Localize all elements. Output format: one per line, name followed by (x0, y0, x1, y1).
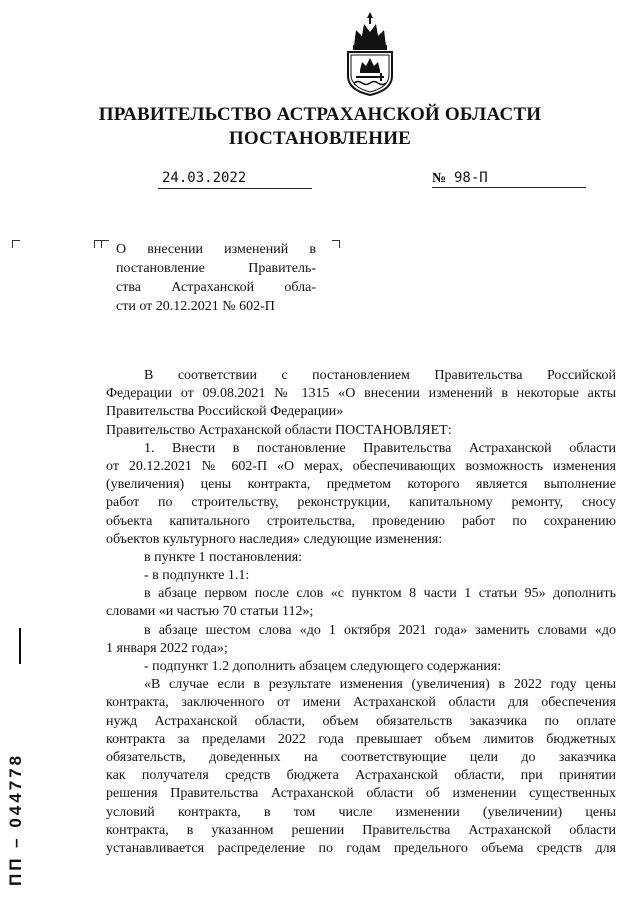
body-line: объекта капитального строительства, проведению работ по сохранению (106, 513, 616, 529)
side-margin-bar (19, 628, 21, 664)
body-line: - в подпункте 1.1: (144, 568, 250, 584)
body-line: Федерации от 09.08.2021 № 1315 «О внесении изменений в некоторые акты (106, 386, 616, 402)
body-line: устанавливается распределение по годам предельного объема средств для (106, 840, 616, 856)
body-line: в абзаце первом после слов «с пунктом 8 части 1 статьи 95» дополнить (144, 586, 616, 602)
body-line: - подпункт 1.2 дополнить абзацем следующего содержания: (144, 659, 502, 674)
document-date-field (158, 170, 312, 189)
body-line: Правительства Российской Федерации» (106, 404, 344, 420)
serial-number: ПП – 044778 (6, 752, 25, 886)
document-type: ПОСТАНОВЛЕНИЕ (228, 128, 412, 149)
body-line: от 20.12.2021 № 602-П «О мерах, обеспечивающих возможность изменения (106, 458, 616, 474)
body-line: (увеличения) цены контракта, предметом которого является выполнение (106, 477, 616, 493)
corner-mark-left (12, 240, 20, 248)
subject-line: постановление Правитель- (116, 261, 316, 276)
body-line: в абзаце шестом слова «до 1 октября 2021 года» заменить словами «до (144, 622, 616, 638)
subject-line: ства Астраханской обла- (116, 280, 316, 295)
document-number: 98-П (454, 170, 488, 186)
body-line: как получателя средств бюджета Астраханской области, при принятии (106, 768, 616, 784)
number-sign: № (432, 171, 447, 186)
body-line: контракта, заключенного от имени Астраханской области для обеспечения (106, 695, 616, 711)
body-line: «В случае если в результате изменения (увеличения) в 2022 году цены (144, 677, 616, 693)
body-line: 1 января 2022 года»; (106, 640, 228, 656)
document-subject (116, 240, 316, 316)
corner-mark-subject-left-inner (101, 240, 109, 248)
document-date: 24.03.2022 (162, 170, 247, 186)
body-line: 1. Внести в постановление Правительства Астраханской области (144, 440, 616, 456)
body-line: условий контракта, в том числе изменении (увеличении) цены (106, 804, 616, 820)
government-title: ПРАВИТЕЛЬСТВО АСТРАХАНСКОЙ ОБЛАСТИ (98, 104, 542, 125)
body-line: контракта за пределами 2022 года превышает объем лимитов бюджетных (106, 731, 616, 747)
body-line: в пункте 1 постановления: (144, 549, 303, 565)
body-line: словами «и частью 70 статьи 112»; (106, 604, 314, 620)
document-number-field (432, 170, 586, 188)
body-line: контракта, в указанном решении Правительства Астраханской области (106, 822, 616, 838)
body-line: работ по строительству, реконструкции, капитальному ремонту, сносу (106, 495, 616, 511)
astrakhan-coat-of-arms-icon (342, 10, 398, 96)
corner-mark-subject-right (332, 240, 340, 248)
body-line: объектов культурного наследия» следующие изменения: (106, 531, 443, 547)
subject-line: О внесении изменений в (116, 242, 316, 257)
subject-line: сти от 20.12.2021 № 602-П (116, 299, 275, 314)
body-line: нужд Астраханской области, объем обязательств заказчика по оплате (106, 713, 616, 729)
body-line: Правительство Астраханской области ПОСТАНОВЛЯЕТ: (106, 422, 452, 438)
document-body (106, 367, 616, 858)
body-line: решения Правительства Астраханской области об изменении существенных (106, 786, 616, 802)
body-line: обязательств, доведенных на соответствующие цели до заказчика (106, 749, 616, 765)
body-line: В соответствии с постановлением Правительства Российской (144, 368, 616, 383)
